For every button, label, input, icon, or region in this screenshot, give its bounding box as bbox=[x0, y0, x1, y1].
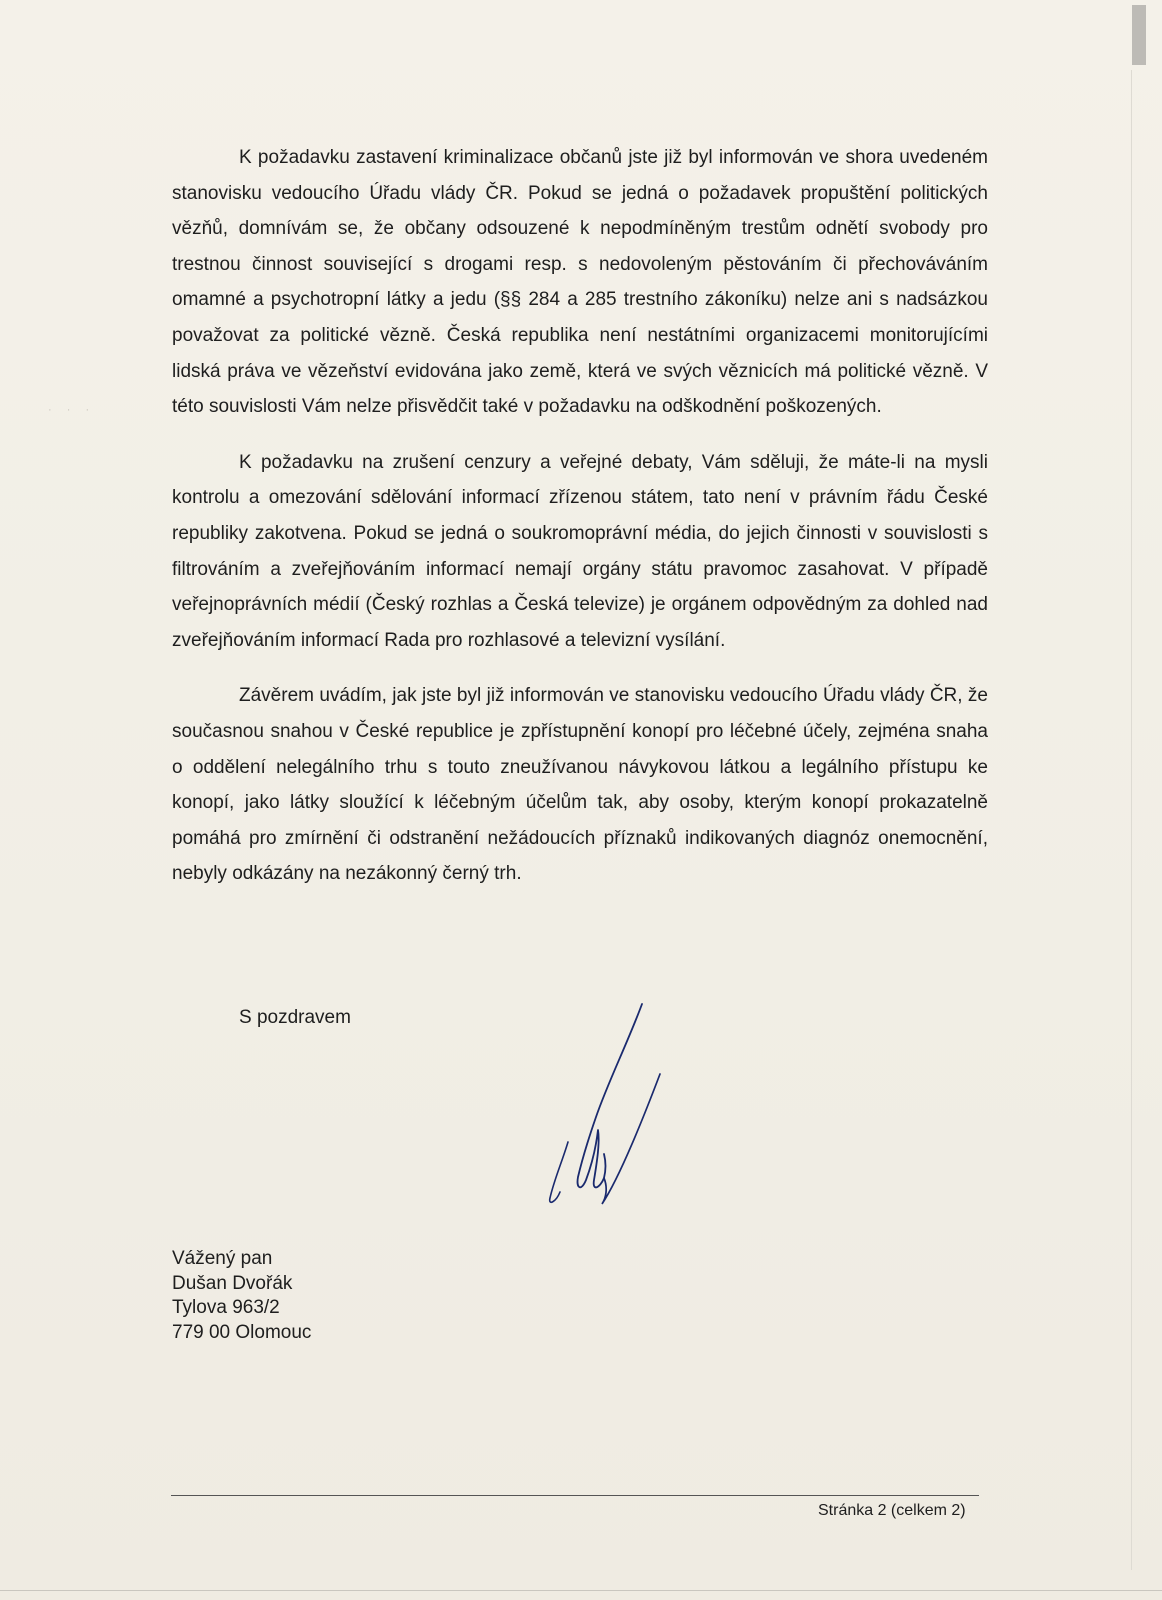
closing-greeting: S pozdravem bbox=[239, 1007, 351, 1028]
scan-edge-line bbox=[1131, 70, 1132, 1570]
recipient-city: 779 00 Olomouc bbox=[172, 1321, 312, 1343]
letter-body bbox=[172, 140, 988, 912]
handwritten-signature bbox=[548, 1002, 668, 1212]
recipient-name: Dušan Dvořák bbox=[172, 1272, 293, 1294]
page-number: Stránka 2 (celkem 2) bbox=[818, 1502, 966, 1519]
recipient-address bbox=[172, 1247, 311, 1345]
paragraph-conclusion: Závěrem uvádím, jak jste byl již informován ve stanovisku vedoucího Úřadu vlády ČR, že současnou snahou v České republice je zpřístupnění konopí pro léčebné účely, zejména snaha o oddělení nelegálního trhu s touto zneužívanou návykovou látkou a legálního přístupu ke konopí, jako látky sloužící k léčebným účelům tak, aby osoby, kterým konopí prokazatelně pomáhá pro zmírnění či odstranění nežádoucích příznaků indikovaných diagnóz onemocnění, nebyly odkázány na nezákonný černý trh. bbox=[172, 685, 988, 885]
recipient-street: Tylova 963/2 bbox=[172, 1297, 280, 1318]
scan-bottom-edge bbox=[0, 1590, 1162, 1591]
scan-edge-mark bbox=[1132, 5, 1146, 65]
paragraph-censorship: K požadavku na zrušení cenzury a veřejné debaty, Vám sděluji, že máte-li na mysli kontrolu a omezování sdělování informací zřízenou státem, tato není v právním řádu České republiky zakotvena. Pokud se jedná o soukromoprávní média, do jejich činnosti v souvislosti s filtrováním a zveřejňováním informací nemají orgány státu pravomoc zasahovat. V případě veřejnoprávních médií (Český rozhlas a Česká televize) je orgánem odpovědným za dohled nad zveřejňováním informací Rada pro rozhlasové a televizní vysílání. bbox=[172, 451, 988, 651]
paragraph-decriminalization: K požadavku zastavení kriminalizace občanů jste již byl informován ve shora uvedeném stanovisku vedoucího Úřadu vlády ČR. Pokud se jedná o požadavek propuštění politických vězňů, domnívám se, že občany odsouzené k nepodmíněným trestům odnětí svobody pro trestnou činnost související s drogami resp. s nedovoleným pěstováním či přechováváním omamné a psychotropní látky a jedu (§§ 284 a 285 trestního zákoníku) nelze ani s nadsázkou považovat za politické vězně. Česká republika není nestátními organizacemi monitorujícími lidská práva ve vězeňství evidována jako země, která ve svých věznicích má politické vězně. V této souvislosti Vám nelze přisvědčit také v požadavku na odškodnění poškozených. bbox=[172, 147, 988, 418]
footer-divider bbox=[171, 1495, 979, 1496]
faint-scan-artifact: · · · bbox=[48, 404, 96, 416]
recipient-salutation: Vážený pan bbox=[172, 1248, 273, 1269]
